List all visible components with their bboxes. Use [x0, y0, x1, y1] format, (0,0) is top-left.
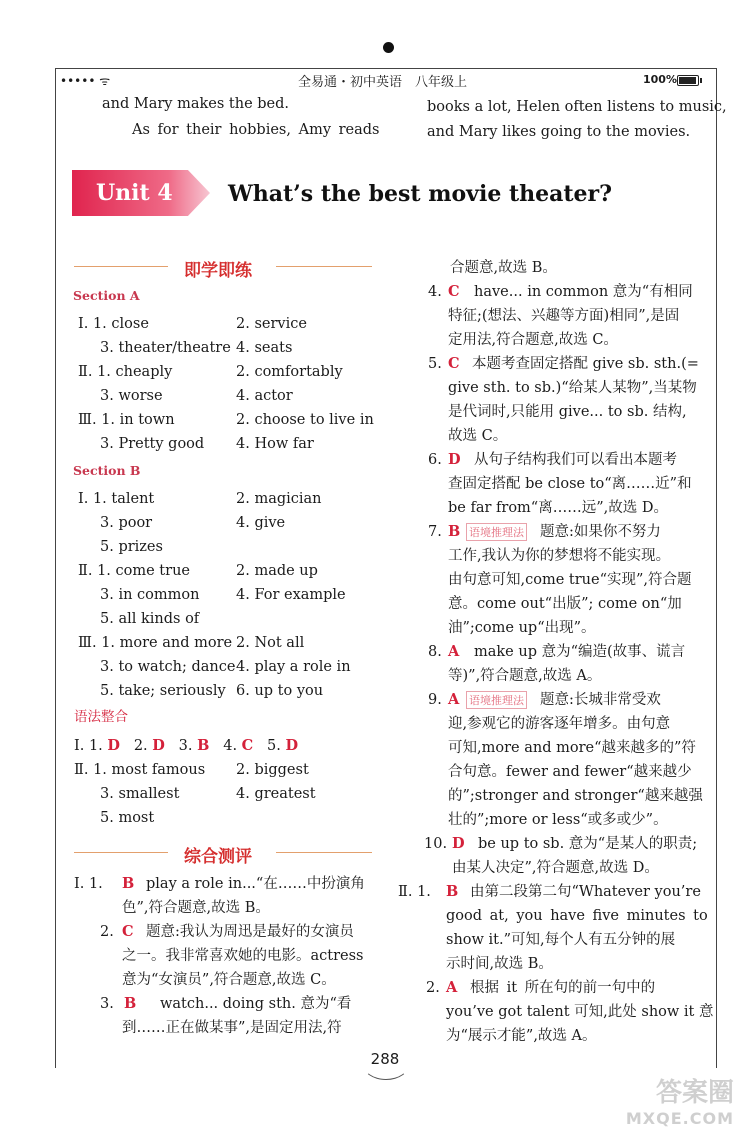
q9-line: 迎,参观它的游客逐年增多。由句意: [448, 716, 671, 732]
q6-answer: D: [448, 451, 461, 468]
c1-q2-line: 题意:我认为周迅是最好的女演员: [146, 924, 354, 940]
top-right-line1: books a lot, Helen often listens to music,: [427, 99, 727, 115]
answer-row: 3. Pretty good: [100, 436, 205, 452]
q7-method-tag: 语境推理法: [466, 523, 527, 541]
grammar-q1-num: 3.: [178, 738, 193, 754]
top-left-line1: and Mary makes the bed.: [102, 96, 290, 112]
q8-num: 8.: [428, 644, 442, 660]
frame-right-border: [716, 68, 717, 1068]
answer-row: 3. theater/theatre: [100, 340, 231, 356]
q5-num: 5.: [428, 356, 442, 372]
p2-q1-answer: B: [446, 883, 459, 900]
p2-q2-line: 为“展示才能”,故选 A。: [446, 1028, 597, 1044]
frame-left-border: [55, 68, 56, 1068]
answer-row: Ⅲ. 1. more and more: [78, 635, 233, 651]
q10-line: be up to sb. 意为“是某人的职责;: [478, 836, 698, 852]
answer-row: 4. greatest: [236, 786, 316, 802]
c1-q3-num: 3.: [100, 996, 114, 1012]
answer-row: 2. Not all: [236, 635, 305, 651]
section-a-label: Section A: [73, 288, 140, 303]
p2-q1-line: 由第二段第二句“Whatever you’re: [470, 884, 701, 900]
answer-row: 3. to watch; dance: [100, 659, 236, 675]
q8-line: make up 意为“编造(故事、谎言: [474, 644, 686, 660]
grammar-title: 语法整合: [74, 709, 128, 725]
answer-row: 5. prizes: [100, 539, 163, 555]
q5-answer: C: [448, 355, 460, 372]
grammar-q1-num: 5.: [267, 738, 281, 754]
signal-icon: ••••• ᯤ: [60, 74, 111, 88]
p2-q1-line: show it.”可知,每个人有五分钟的展: [446, 932, 676, 948]
answer-row: Ⅲ. 1. in town: [78, 412, 175, 428]
q10-num: 10.: [424, 836, 448, 852]
heading-rule-left: [74, 852, 168, 853]
grammar-q1-answer: C: [241, 737, 254, 754]
heading-rule-right: [276, 852, 372, 853]
answer-row: 4. give: [236, 515, 286, 531]
q7-line: 油”;come up“出现”。: [448, 620, 596, 636]
grammar-q1-num: 2.: [133, 738, 148, 754]
watermark-url: MXQE.COM: [625, 1109, 734, 1128]
answer-row: 4. seats: [236, 340, 293, 356]
q9-answer: A: [448, 691, 460, 708]
q9-line: 壮的”;more or less“或多或少”。: [448, 812, 668, 828]
q4-num: 4.: [428, 284, 442, 300]
answer-row: 2. made up: [236, 563, 318, 579]
q9-method-tag: 语境推理法: [466, 691, 527, 709]
q8-line: 等)”,符合题意,故选 A。: [448, 668, 602, 684]
heading-rule-left: [74, 266, 168, 267]
c1-q1-line: 色”,符合题意,故选 B。: [122, 900, 270, 916]
c1-q2-line: 之一。我非常喜欢她的电影。actress: [122, 948, 364, 964]
q9-line: 的”;stronger and stronger“越来越强: [448, 788, 703, 804]
grammar-q1-num: 4.: [223, 738, 238, 754]
answer-row: Ⅱ. 1. come true: [78, 563, 190, 579]
p2-q1-line: 示时间,故选 B。: [446, 956, 553, 972]
unit-label: Unit 4: [96, 180, 173, 206]
q5-line: 是代词时,只能用 give... to sb. 结构,: [448, 404, 687, 420]
answer-row: Ⅰ. 1. talent: [78, 491, 155, 507]
unit-title: What’s the best movie theater?: [228, 181, 613, 207]
answer-row: Ⅱ. 1. cheaply: [78, 364, 173, 380]
camera-dot: [383, 42, 394, 53]
answer-row: 4. For example: [236, 587, 346, 603]
frame-top-border: [55, 68, 717, 69]
q8-answer: A: [448, 643, 460, 660]
q7-line: 工作,我认为你的梦想将不能实现。: [448, 548, 671, 564]
grammar-q1-num: 1.: [88, 738, 103, 754]
c1-q2-num: 2.: [100, 924, 114, 940]
book-title: 全易通・初中英语 八年级上: [298, 75, 468, 90]
q9-line: 可知,more and more“越来越多的”符: [448, 740, 696, 756]
grammar-q1-answer: D: [285, 737, 299, 754]
answer-row: 2. magician: [236, 491, 322, 507]
c1-q3-answer: B: [124, 995, 137, 1012]
answer-row: 5. take; seriously: [100, 683, 226, 699]
grammar-q1-prefix: Ⅰ.: [74, 738, 85, 754]
q4-answer: C: [448, 283, 460, 300]
q10-line: 由某人决定”,符合题意,故选 D。: [452, 860, 659, 876]
top-left-line2: As for their hobbies, Amy reads: [132, 122, 380, 138]
answer-row: 2. choose to live in: [236, 412, 374, 428]
answer-row: 5. most: [100, 810, 155, 826]
q6-line: 查固定搭配 be close to“离……近”和: [448, 476, 692, 492]
q7-answer: B: [448, 523, 461, 540]
p2-q2-line: 根据 it 所在句的前一句中的: [470, 980, 656, 996]
grammar-q1-answer: B: [197, 737, 210, 754]
right-line: 合题意,故选 B。: [450, 260, 557, 276]
answer-row: 4. How far: [236, 436, 314, 452]
q6-num: 6.: [428, 452, 442, 468]
p2-q2-line: you’ve got talent 可知,此处 show it 意: [446, 1004, 714, 1020]
c1-q1-line: play a role in...“在……中扮演角: [146, 876, 365, 892]
q9-line: 题意:长城非常受欢: [540, 692, 661, 708]
heading-practice: 即学即练: [184, 261, 252, 281]
watermark: [626, 1080, 734, 1132]
answer-row: 3. smallest: [100, 786, 180, 802]
q10-answer: D: [452, 835, 465, 852]
c1-q3-line: 到……正在做某事”,是固定用法,符: [122, 1020, 342, 1036]
p2-q1-num: Ⅱ. 1.: [398, 884, 431, 900]
q7-line: 题意:如果你不努力: [540, 524, 661, 540]
grammar-q1-answer: D: [107, 737, 120, 754]
q7-num: 7.: [428, 524, 442, 540]
grammar-q1-answer: D: [152, 737, 165, 754]
q7-line: 由句意可知,come true“实现”,符合题: [448, 572, 692, 588]
answer-row: 2. biggest: [236, 762, 309, 778]
q6-line: be far from“离……远”,故选 D。: [448, 500, 668, 516]
p2-q2-answer: A: [446, 979, 458, 996]
q9-num: 9.: [428, 692, 442, 708]
top-right-line2: and Mary likes going to the movies.: [427, 124, 691, 140]
answer-row: 4. play a role in: [236, 659, 351, 675]
answer-row: Ⅰ. 1. close: [78, 316, 149, 332]
q9-line: 合句意。fewer and fewer“越来越少: [448, 764, 692, 780]
answer-row: 4. actor: [236, 388, 293, 404]
answer-row: 3. in common: [100, 587, 200, 603]
answer-row: 2. service: [236, 316, 307, 332]
p2-q1-line: good at, you have five minutes to: [446, 908, 708, 924]
c1-q1-num: Ⅰ. 1.: [74, 876, 103, 892]
p2-q2-num: 2.: [426, 980, 440, 996]
watermark-logo-text: 答案圈: [655, 1078, 734, 1108]
answer-row: 3. worse: [100, 388, 163, 404]
answer-row: Ⅱ. 1. most famous: [74, 762, 206, 778]
q5-line: give sth. to sb.)“给某人某物”,当某物: [448, 380, 697, 396]
heading-assessment: 综合测评: [184, 847, 252, 867]
answer-row: 5. all kinds of: [100, 611, 200, 627]
heading-rule-right: [276, 266, 372, 267]
q6-line: 从句子结构我们可以看出本题考: [474, 452, 677, 468]
section-b-label: Section B: [73, 463, 141, 478]
answer-row: 2. comfortably: [236, 364, 343, 380]
q4-line: 定用法,符合题意,故选 C。: [448, 332, 618, 348]
answer-row: 3. poor: [100, 515, 153, 531]
q4-line: have... in common 意为“有相同: [474, 284, 693, 300]
c1-q2-answer: C: [122, 923, 134, 940]
q7-line: 意。come out“出版”; come on“加: [448, 596, 682, 612]
c1-q3-line: watch... doing sth. 意为“看: [160, 996, 352, 1012]
battery-percent: 100%: [643, 73, 677, 86]
answer-row: 6. up to you: [236, 683, 324, 699]
q4-line: 特征;(想法、兴趣等方面)相同”,是固: [448, 308, 680, 324]
grammar-q1-row: [74, 736, 298, 756]
page-number: 288: [370, 1050, 400, 1068]
battery-icon: [677, 75, 699, 86]
c1-q2-line: 意为“女演员”,符合题意,故选 C。: [122, 972, 336, 988]
q5-line: 故选 C。: [448, 428, 508, 444]
c1-q1-answer: B: [122, 875, 135, 892]
q5-line: 本题考查固定搭配 give sb. sth.(=: [472, 356, 699, 372]
